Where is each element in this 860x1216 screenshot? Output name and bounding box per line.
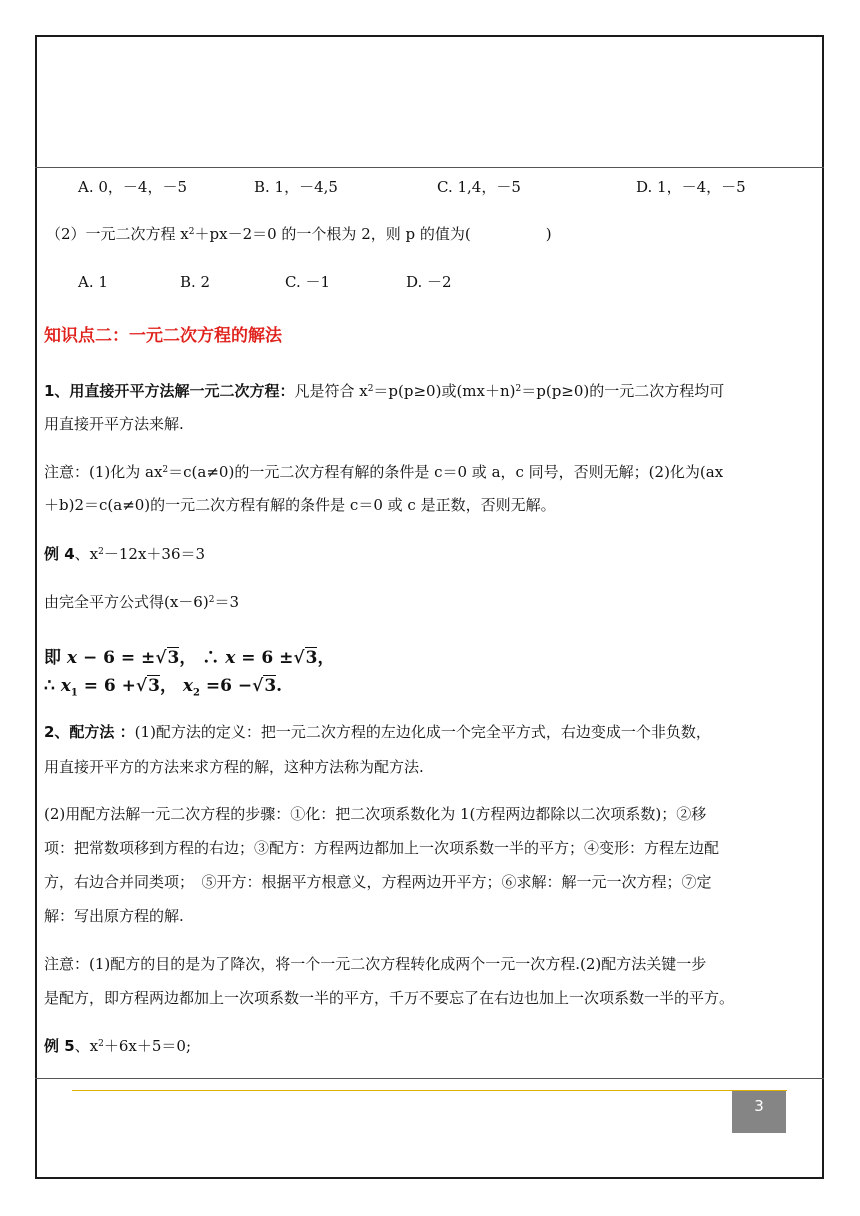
q2-question: （2）一元二次方程 $x^2+px-2=0$ 的一个根为 2，则 p 的值为( ) [46, 225, 552, 243]
footer-rule [72, 1090, 787, 1091]
q2-option-d: D. －2 [406, 273, 452, 291]
sqrt-symbol: 3 [167, 648, 180, 668]
method1-line2: 用直接开平方法来解. [44, 415, 184, 433]
sqrt-symbol: 3 [264, 676, 277, 696]
radical-sign: √ [135, 676, 148, 696]
note2-line1: 注意：(1)配方的目的是为了降次，将一个一元二次方程转化成两个一元一次方程.(2)配方法关键一步 [44, 955, 707, 973]
note1-line2: ＋b)2＝c(a≠0)的一元二次方程有解的条件是 c＝0 或 c 是正数，否则无解。 [44, 496, 556, 514]
sqrt-symbol: 3 [148, 676, 160, 696]
footer-divider [35, 1078, 824, 1079]
section-heading: 知识点二：一元二次方程的解法 [44, 326, 282, 346]
q2-option-a: A. 1 [78, 273, 108, 291]
radical-sign: √ [293, 648, 305, 668]
method2-line1: 2、配方法 ：(1)配方法的定义：把一元二次方程的左边化成一个完全平方式，右边变成一个非负数， [44, 723, 711, 741]
sqrt-symbol: 3 [305, 648, 318, 668]
q2-option-c: C. －1 [285, 273, 331, 291]
q1-option-c: C. 1,4，－5 [437, 178, 521, 196]
header-divider [35, 167, 824, 168]
method2-line2: 用直接开平方的方法来求方程的解，这种方法称为配方法. [44, 758, 424, 776]
page-number: 3 [732, 1091, 786, 1133]
q1-option-b: B. 1，－4,5 [254, 178, 338, 196]
q1-option-a: A. 0，－4，－5 [78, 178, 187, 196]
example4-step1: 由完全平方公式得$(x-6)^2=3$ [44, 593, 239, 611]
q1-option-d: D. 1，－4，－5 [636, 178, 746, 196]
steps-line3: 方，右边合并同类项； ⑤开方：根据平方根意义，方程两边开平方；⑥求解：解一元一次方程；⑦定 [44, 873, 712, 891]
q2-option-b: B. 2 [180, 273, 211, 291]
radical-sign: √ [252, 676, 264, 696]
example5-equation: 例 5、$x^2+6x+5=0$; [44, 1037, 192, 1055]
method1-line1: 1、用直接开平方法解一元二次方程：凡是符合 $x^2=p(p\ge 0)$或$(mx+n)^2=p(p\ge 0)$的一元二次方程均可 [44, 382, 725, 400]
steps-line1: (2)用配方法解一元二次方程的步骤：①化：把二次项系数化为 1(方程两边都除以二次项系数)；②移 [44, 805, 707, 823]
steps-line2: 项：把常数项移到方程的右边；③配方：方程两边都加上一次项系数一半的平方；④变形：方程左边配 [44, 839, 720, 857]
note1-line1: 注意：(1)化为 $ax^2=c(a\ne 0)$的一元二次方程有解的条件是 c＝0 或 a，c 同号，否则无解；(2)化为(ax [44, 463, 724, 481]
example4-math-line2: ∴ $x_1 = 6 +√3$， $x_2 =6 -√3$. [44, 676, 283, 699]
example4-equation: 例 4、$x^2-12x+36=3$ [44, 545, 206, 563]
radical-sign: √ [155, 648, 167, 668]
steps-line4: 解：写出原方程的解. [44, 907, 184, 925]
example4-math-line1: 即 x − 6 = ±√3， ∴ x = 6 ±√3， [44, 648, 335, 668]
note2-line2: 是配方，即方程两边都加上一次项系数一半的平方，千万不要忘了在右边也加上一次项系数一半的平方。 [44, 989, 735, 1007]
